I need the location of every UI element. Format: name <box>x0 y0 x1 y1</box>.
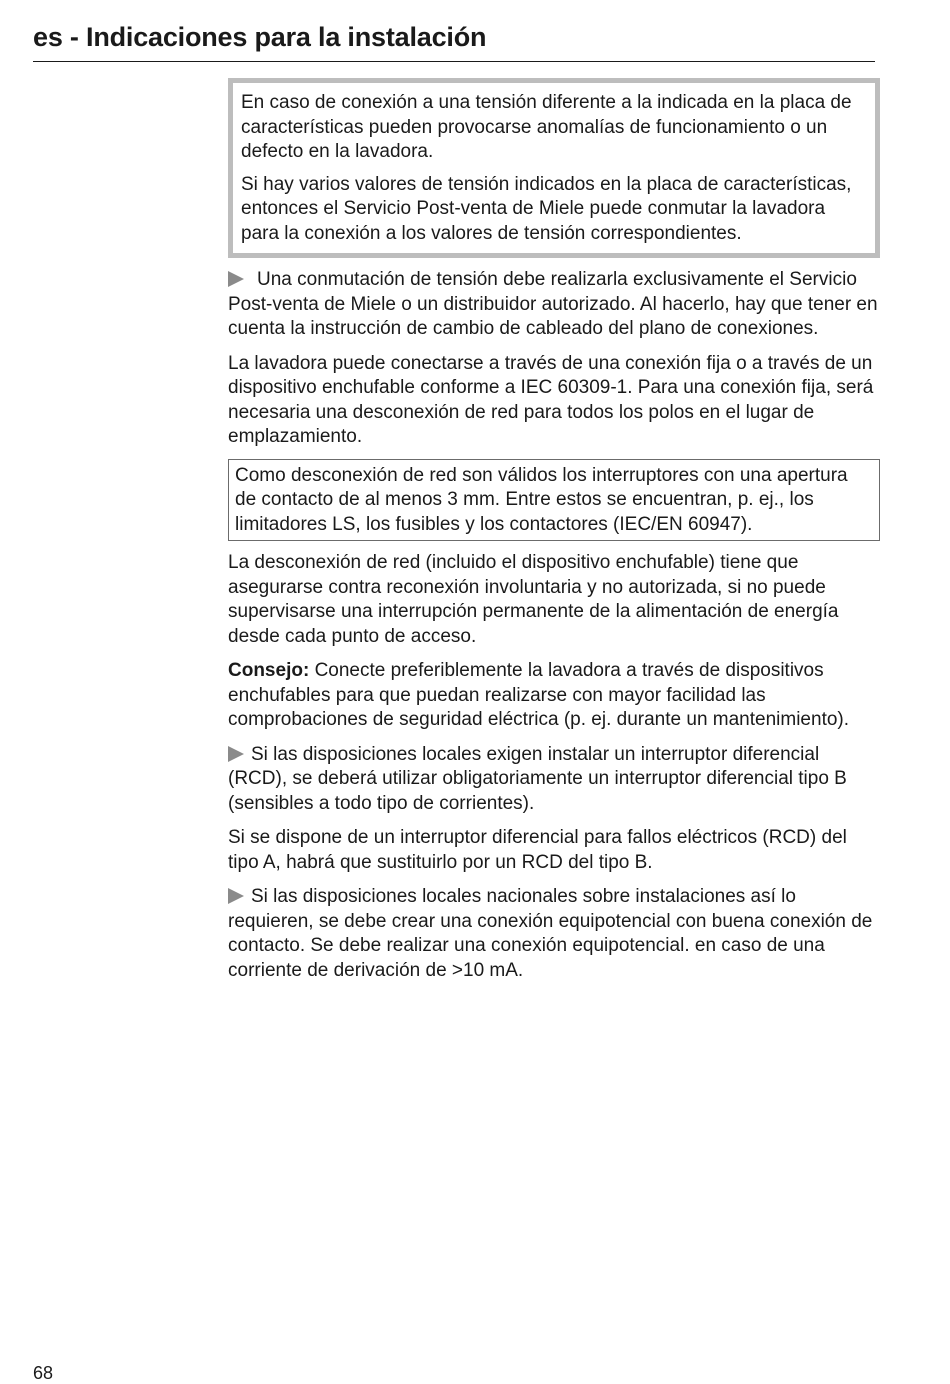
bullet-text: Si las disposiciones locales nacionales sobre instalaciones así lo requieren, se debe crear una conexión equipotencial con buena conexión de contacto. Se debe realizar una conexión equipotencial. en caso de una corriente de derivación de >10 mA. <box>228 886 873 981</box>
triangle-bullet-icon <box>228 271 244 287</box>
warning-paragraph: En caso de conexión a una tensión diferente a la indicada en la placa de características pueden provocarse anomalías de funcionamiento o un defecto en la lavadora. <box>241 92 852 162</box>
tip-paragraph <box>228 659 880 733</box>
bullet-text: Una conmutación de tensión debe realizarla exclusivamente el Servicio Post-venta de Miele o un distribuidor autorizado. Al hacerlo, hay que tener en cuenta la instrucción de cambio de cableado del plano de conexiones. <box>228 269 878 339</box>
paragraph-rcd-type: Si se dispone de un interruptor diferencial para fallos eléctricos (RCD) del tipo A, habrá que sustituirlo por un RCD del tipo B. <box>228 827 847 873</box>
page-title: es - Indicaciones para la instalación <box>33 22 487 52</box>
info-box <box>228 459 880 542</box>
bullet-voltage-switch <box>228 268 880 342</box>
main-content <box>228 78 880 993</box>
info-text: Como desconexión de red son válidos los interruptores con una apertura de contacto de al menos 3 mm. Entre estos se encuentran, p. ej., los limitadores LS, los fusibles y los contactores (IEC/EN 60947). <box>235 464 848 535</box>
warning-box <box>228 78 880 258</box>
bullet-text: Si las disposiciones locales exigen instalar un interruptor diferencial (RCD), se deberá utilizar obligatoriamente un interruptor diferencial tipo B (sensibles a todo tipo de corrientes). <box>228 743 847 814</box>
tip-text: Conecte preferiblemente la lavadora a través de dispositivos enchufables para que puedan realizarse con mayor facilidad las comprobaciones de seguridad eléctrica (p. ej. durante un mantenimiento). <box>228 660 850 730</box>
bullet-rcd <box>228 743 880 817</box>
page-number: 68 <box>33 1363 54 1383</box>
warning-paragraph: Si hay varios valores de tensión indicados en la placa de características, entonces el Servicio Post-venta de Miele puede conmutar la lavadora para la conexión a los valores de tensión correspondientes. <box>241 173 852 244</box>
paragraph-disconnection: La desconexión de red (incluido el dispositivo enchufable) tiene que asegurarse contra reconexión involuntaria y no autorizada, si no puede supervisarse una interrupción permanente de la alimentación de energía desde cada punto de acceso. <box>228 552 839 647</box>
bullet-equipotential <box>228 885 880 983</box>
triangle-bullet-icon <box>228 746 244 762</box>
paragraph-connection: La lavadora puede conectarse a través de una conexión fija o a través de un dispositivo enchufable conforme a IEC 60309-1. Para una conexión fija, será necesaria una desconexión de red para todos los polos en el lugar de emplazamiento. <box>228 352 874 447</box>
triangle-bullet-icon <box>228 888 244 904</box>
tip-label: Consejo: <box>228 660 310 681</box>
header-divider <box>33 61 875 62</box>
